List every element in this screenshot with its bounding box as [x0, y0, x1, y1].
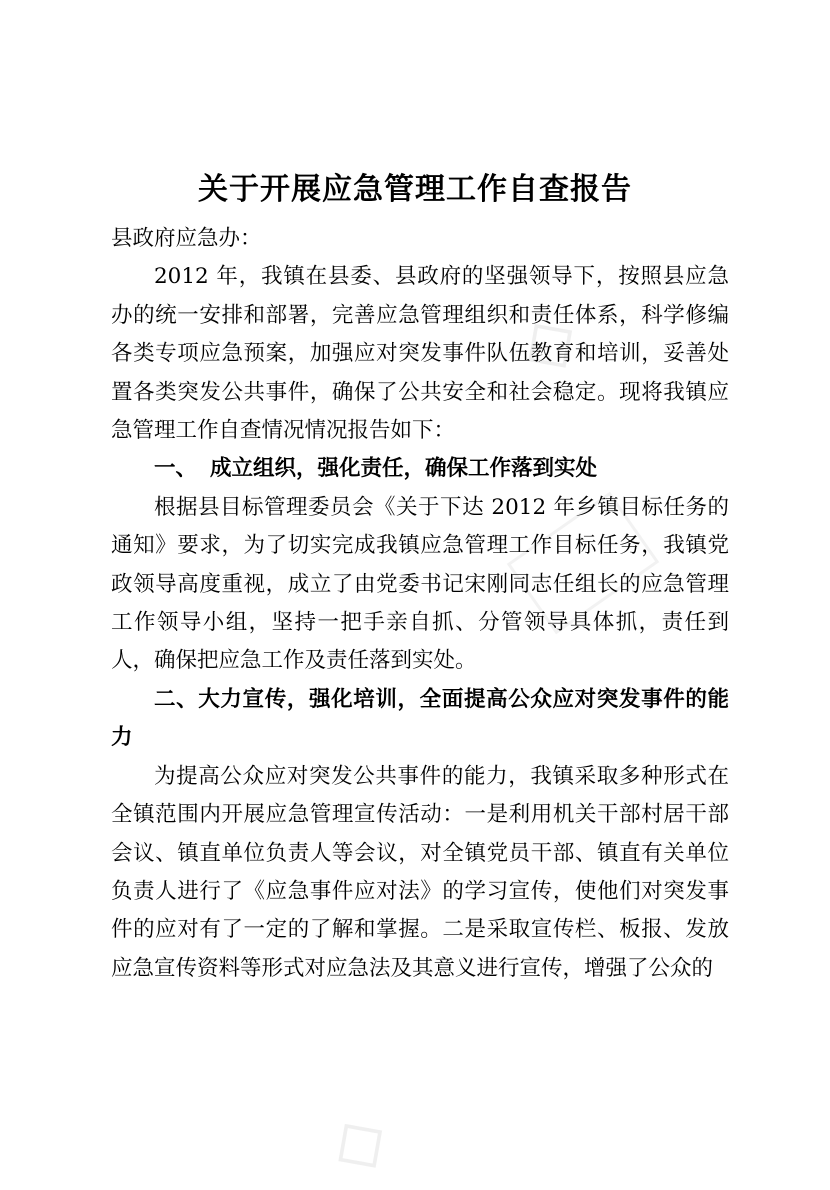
- section-1-number: 一、: [154, 456, 198, 482]
- watermark: ◇: [501, 291, 593, 391]
- section-1-paragraph: 根据县目标管理委员会《关于下达 2012 年乡镇目标任务的通知》要求，为了切实完成我镇应急管理工作目标任务，我镇党政领导高度重视，成立了由党委书记宋刚同志任组长的应急管理工作领导小组，坚持一把手亲自抓、分管领导具体抓，责任到人，确保把应急工作及责任落到实处。: [111, 494, 729, 674]
- document-title: 关于开展应急管理工作自查报告: [198, 172, 632, 207]
- section-1-heading-text: 成立组织，强化责任，确保工作落到实处: [210, 456, 598, 482]
- intro-paragraph: 2012 年，我镇在县委、县政府的坚强领导下，按照县应急办的统一安排和部署，完善应急管理组织和责任体系，科学修编各类专项应急预案，加强应对突发事件队伍教育和培训，妥善处置各类突发公共事件，确保了公共安全和社会稳定。现将我镇应急管理工作自查情况情况报告如下：: [111, 264, 729, 444]
- watermark: ◇: [311, 1091, 403, 1190]
- salutation: 县政府应急办：: [111, 226, 262, 251]
- section-2-heading: 二、大力宣传，强化培训，全面提高公众应对突发事件的能力: [111, 686, 729, 751]
- section-1-heading: [111, 450, 729, 488]
- document-body: [111, 220, 729, 988]
- section-2-paragraph: 为提高公众应对突发公共事件的能力，我镇采取多种形式在全镇范围内开展应急管理宣传活动：一是利用机关干部村居干部会议、镇直单位负责人等会议，对全镇党员干部、镇直有关单位负责人进行了《应急事件应对法》的学习宣传，使他们对突发事件的应对有了一定的了解和掌握。二是采取宣传栏、板报、发放应急宣传资料等形式对应急法及其意义进行宣传，增强了公众的: [111, 763, 729, 981]
